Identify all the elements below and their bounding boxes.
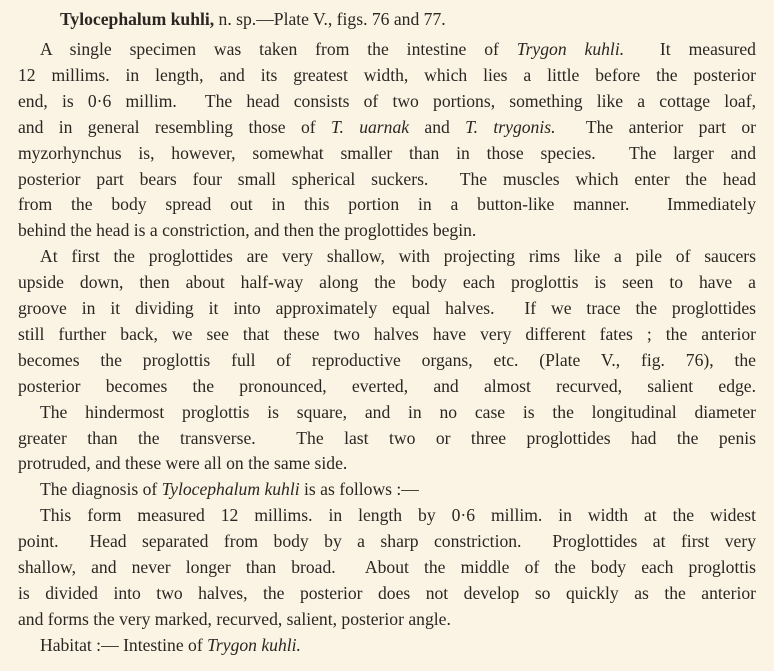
text-line xyxy=(18,140,756,166)
italic-taxon-name: T. uarnak xyxy=(330,116,410,137)
text-line xyxy=(18,114,756,140)
text-line xyxy=(18,295,756,321)
text-line xyxy=(40,476,756,502)
text-line xyxy=(40,632,756,658)
text-line xyxy=(18,425,756,451)
species-name: Tylocephalum kuhli, xyxy=(60,9,215,29)
text-segment: myzorhynchus is, however, somewhat smaller than in those species. The larger and xyxy=(18,142,756,163)
text-line xyxy=(40,502,756,528)
text-line xyxy=(18,373,756,399)
text-segment: This form measured 12 millims. in length by 0·6 millim. in width at the widest xyxy=(40,505,756,526)
text-line xyxy=(18,528,756,554)
italic-taxon-name: Trygon kuhli. xyxy=(207,634,301,655)
text-segment: The anterior part or xyxy=(555,116,757,137)
text-line xyxy=(18,450,756,476)
text-segment: At first the proglottides are very shallow, with projecting rims like a pile of saucers xyxy=(40,246,756,267)
italic-taxon-name: Trygon kuhli. xyxy=(516,39,625,59)
text-segment: A single specimen was taken from the intestine of xyxy=(40,39,517,59)
text-segment: behind the head is a constriction, and then the proglottides begin. xyxy=(18,220,477,241)
text-line xyxy=(40,243,756,269)
text-line xyxy=(18,606,756,632)
text-segment: greater than the transverse. The last two or three proglottides had the penis xyxy=(18,427,756,448)
text-segment: from the body spread out in this portion in a button-like manner. Immediately xyxy=(18,194,756,215)
text-segment: It measured xyxy=(624,39,756,59)
text-segment: posterior becomes the pronounced, everted, and almost recurved, salient edge. xyxy=(18,375,756,396)
heading-plate-reference: n. sp.—Plate V., figs. 76 and 77. xyxy=(214,9,446,29)
text-segment: protruded, and these were all on the same side. xyxy=(18,453,348,474)
text-segment: and xyxy=(409,116,466,137)
text-segment: is divided into two halves, the posterior does not develop so quickly as the anterior xyxy=(18,582,756,603)
text-line xyxy=(18,62,756,88)
text-line xyxy=(40,36,756,62)
text-segment: upside down, then about half-way along the body each proglottis is seen to have a xyxy=(18,272,756,293)
text-line xyxy=(18,580,756,606)
italic-taxon-name: T. trygonis. xyxy=(465,116,556,137)
text-line xyxy=(40,399,756,425)
text-segment: is as follows :— xyxy=(299,479,419,500)
text-segment: and forms the very marked, recurved, salient, posterior angle. xyxy=(18,608,451,629)
text-line xyxy=(18,191,756,217)
section-heading xyxy=(60,6,446,32)
text-line xyxy=(18,166,756,192)
text-line xyxy=(18,269,756,295)
text-line xyxy=(18,217,756,243)
text-segment: becomes the proglottis full of reproductive organs, etc. (Plate V., fig. 76), the xyxy=(18,349,756,370)
text-segment: shallow, and never longer than broad. About the middle of the body each proglottis xyxy=(18,557,756,577)
text-line xyxy=(18,554,756,580)
text-segment: posterior part bears four small spherical suckers. The muscles which enter the head xyxy=(18,168,756,189)
text-segment: end, is 0·6 millim. The head consists of two portions, something like a cottage loaf, xyxy=(18,90,756,111)
text-line xyxy=(18,347,756,373)
text-segment: groove in it dividing it into approximately equal halves. If we trace the proglottides xyxy=(18,298,756,318)
text-segment: Habitat :— Intestine of xyxy=(40,634,208,655)
text-line xyxy=(18,88,756,114)
text-segment: and in general resembling those of xyxy=(18,116,331,137)
text-segment: still further back, we see that these two halves have very different fates ; the anterior xyxy=(18,323,756,344)
text-segment: point. Head separated from body by a sharp constriction. Proglottides at first very xyxy=(18,531,756,552)
text-segment: The hindermost proglottis is square, and in no case is the longitudinal diameter xyxy=(40,401,756,422)
text-segment: The diagnosis of xyxy=(40,479,162,500)
text-segment: 12 millims. in length, and its greatest width, which lies a little before the posterior xyxy=(18,64,756,85)
italic-taxon-name: Tylocephalum kuhli xyxy=(161,479,300,500)
text-line xyxy=(18,321,756,347)
